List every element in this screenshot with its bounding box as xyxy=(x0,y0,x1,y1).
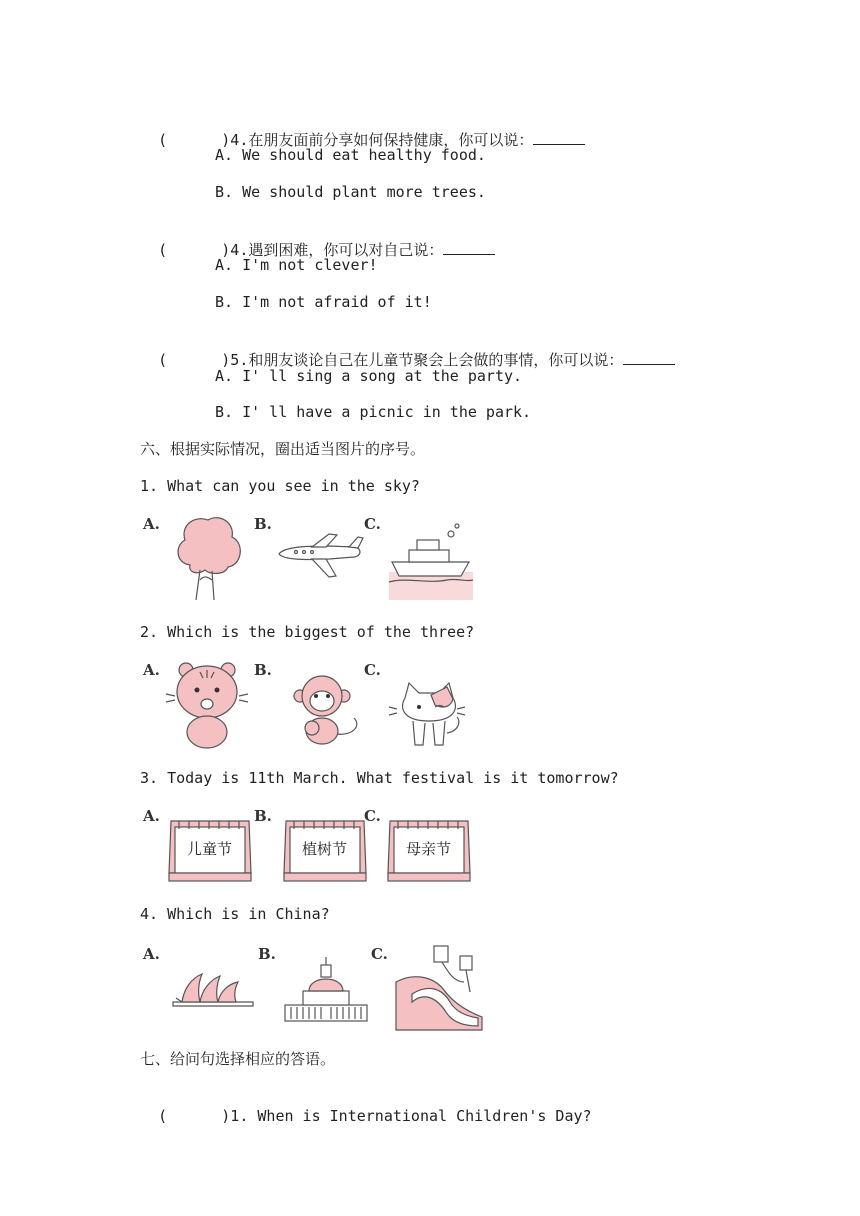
option-label-b[interactable]: B. xyxy=(254,661,272,679)
question-4a xyxy=(140,109,585,150)
option-a: A. I'm not clever! xyxy=(215,256,378,274)
answer-blank[interactable] xyxy=(623,349,675,365)
option-label-a[interactable]: A. xyxy=(143,515,160,533)
option-label-c[interactable]: C. xyxy=(364,661,381,679)
option-label-a[interactable]: A. xyxy=(143,945,160,963)
question-4b xyxy=(140,219,495,260)
sec6-question-1: 1. What can you see in the sky? xyxy=(140,477,420,495)
answer-paren: ( xyxy=(158,1107,168,1125)
option-label-b[interactable]: B. xyxy=(258,945,276,963)
ship-icon[interactable] xyxy=(387,522,475,602)
question-number: )4. xyxy=(221,241,249,259)
airplane-icon[interactable] xyxy=(274,532,366,580)
question-text: When is International Children's Day? xyxy=(257,1107,592,1125)
option-label-c[interactable]: C. xyxy=(364,807,381,825)
cat-icon[interactable] xyxy=(395,683,467,749)
option-label-c[interactable]: C. xyxy=(364,515,381,533)
option-label-a[interactable]: A. xyxy=(143,807,160,825)
sec6-question-3: 3. Today is 11th March. What festival is it tomorrow? xyxy=(140,769,619,787)
option-label-a[interactable]: A. xyxy=(143,661,160,679)
answer-paren: ( xyxy=(158,351,168,369)
question-number: )1. xyxy=(221,1107,249,1125)
capitol-icon[interactable] xyxy=(283,955,369,1025)
great-wall-icon[interactable] xyxy=(394,942,484,1032)
sec7-question-1 xyxy=(140,1086,592,1126)
answer-paren: ( xyxy=(158,131,168,149)
question-number: )5. xyxy=(221,351,249,369)
question-number: )4. xyxy=(221,131,249,149)
question-5 xyxy=(140,329,675,370)
option-b: B. We should plant more trees. xyxy=(215,183,486,201)
section-6-title: 六、根据实际情况，圈出适当图片的序号。 xyxy=(140,440,426,458)
option-label-b[interactable]: B. xyxy=(254,807,272,825)
opera-house-icon[interactable] xyxy=(168,968,258,1008)
sec6-question-2: 2. Which is the biggest of the three? xyxy=(140,623,475,641)
question-text: 和朋友谈论自己在儿童节聚会上会做的事情，你可以说： xyxy=(248,351,624,369)
section-7-title: 七、给问句选择相应的答语。 xyxy=(140,1050,336,1068)
answer-blank[interactable] xyxy=(533,129,585,145)
calendar-label-b: 植树节 xyxy=(302,840,348,858)
calendar-label-c: 母亲节 xyxy=(406,840,452,858)
question-text: 在朋友面前分享如何保持健康，你可以说： xyxy=(248,131,534,149)
option-label-b[interactable]: B. xyxy=(254,515,272,533)
sec6-question-4: 4. Which is in China? xyxy=(140,905,330,923)
calendar-label-a: 儿童节 xyxy=(187,840,233,858)
tree-icon[interactable] xyxy=(170,515,245,603)
option-label-c[interactable]: C. xyxy=(371,945,388,963)
option-a: A. We should eat healthy food. xyxy=(215,146,486,164)
option-a: A. I' ll sing a song at the party. xyxy=(215,367,523,385)
question-text: 遇到困难，你可以对自己说： xyxy=(248,241,444,259)
option-b: B. I'm not afraid of it! xyxy=(215,293,432,311)
tiger-icon[interactable] xyxy=(172,660,252,750)
answer-paren: ( xyxy=(158,241,168,259)
option-b: B. I' ll have a picnic in the park. xyxy=(215,403,532,421)
monkey-icon[interactable] xyxy=(292,676,367,746)
answer-blank[interactable] xyxy=(443,239,495,255)
